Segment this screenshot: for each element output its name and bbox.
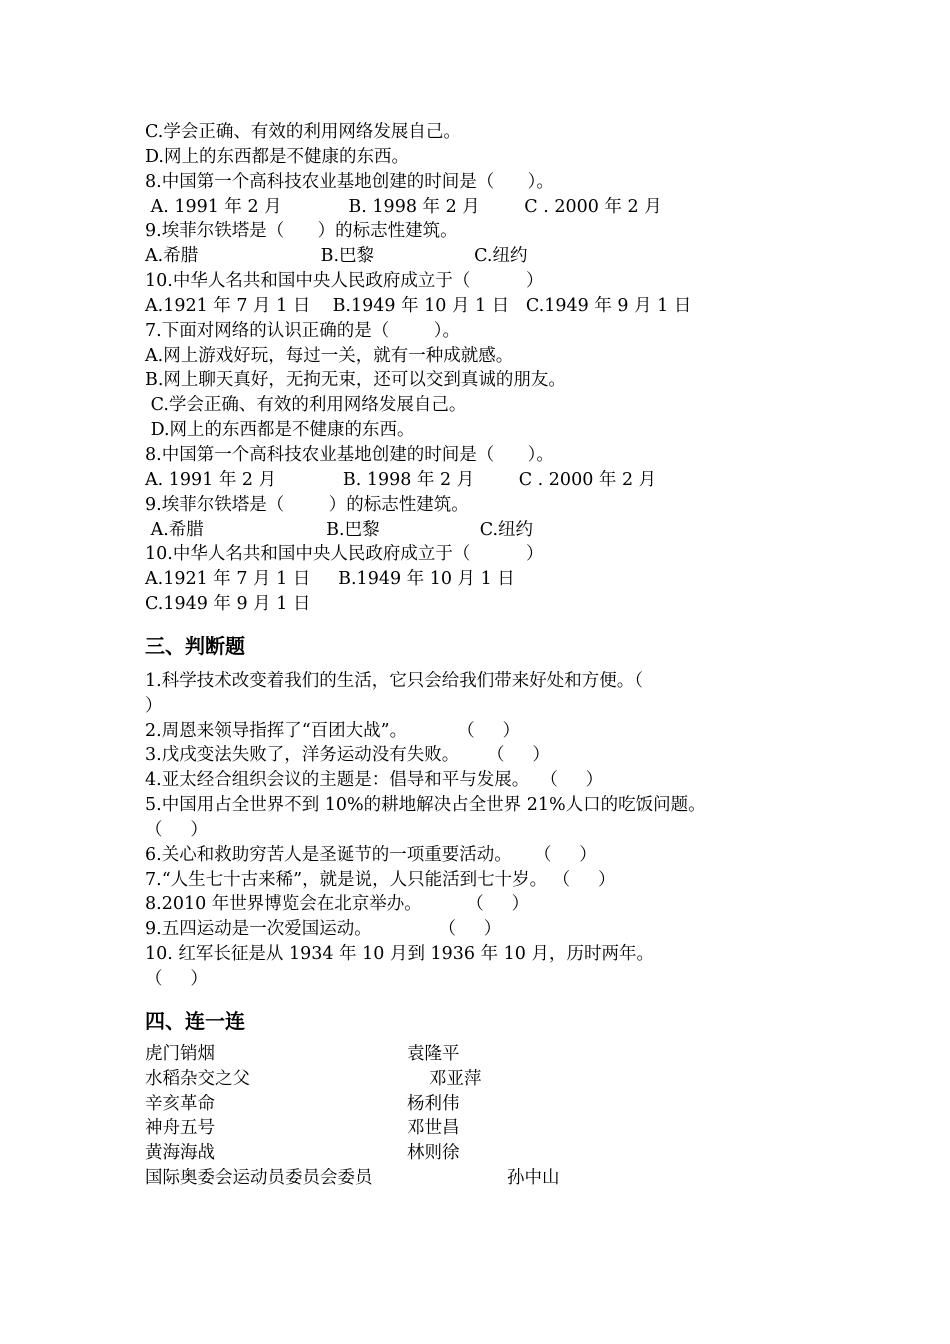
text-line: A.网上游戏好玩，每过一关，就有一种成就感。 [145, 345, 514, 366]
text-line: 5.中国用占全世界不到 10%的耕地解决占全世界 21%人口的吃饭问题。 [145, 795, 706, 816]
text-line: （ ） [145, 969, 208, 989]
match-row [145, 1166, 845, 1191]
text-line: 10.中华人名共和国中央人民政府成立于（ ） [145, 271, 544, 292]
text-line: C.1949 年 9 月 1 日 [145, 594, 311, 615]
match-left: 虎门销烟 [145, 1043, 215, 1064]
text-line: （ ） [145, 819, 208, 840]
text-line: A.1921 年 7 月 1 日 B.1949 年 10 月 1 日 C.1949 年 9 月 1 日 [145, 295, 692, 316]
match-right: 杨利伟 [407, 1093, 460, 1114]
text-line: D.网上的东西都是不健康的东西。 [145, 420, 415, 441]
text-line: 7.下面对网络的认识正确的是（ ）。 [145, 320, 460, 341]
match-left: 水稻杂交之父 [145, 1068, 250, 1089]
match-left: 黄海海战 [145, 1143, 215, 1164]
section-3-heading: 三、判断题 [145, 633, 245, 658]
section-4-matching [145, 1042, 845, 1191]
text-line: C.学会正确、有效的利用网络发展自己。 [145, 122, 461, 142]
text-line: D.网上的东西都是不健康的东西。 [145, 146, 409, 167]
text-line: 8.2010 年世界博览会在北京举办。 （ ） [145, 894, 530, 915]
text-line: A.希腊 B.巴黎 C.纽约 [145, 519, 534, 540]
text-line: C.学会正确、有效的利用网络发展自己。 [145, 395, 467, 416]
match-right: 孙中山 [507, 1168, 560, 1189]
text-line: 1.科学技术改变着我们的生活，它只会给我们带来好处和方便。（ [145, 670, 643, 691]
text-line: 3.戊戌变法失败了，洋务运动没有失败。 （ ） [145, 745, 550, 766]
match-right: 邓世昌 [407, 1118, 460, 1139]
text-line: 6.关心和救助穷苦人是圣诞节的一项重要活动。 （ ） [145, 844, 597, 865]
text-line: 8.中国第一个高科技农业基地创建的时间是（ ）。 [145, 171, 554, 192]
match-row [145, 1116, 845, 1141]
match-row [145, 1141, 845, 1166]
match-right: 邓亚萍 [429, 1068, 482, 1089]
document-content [145, 120, 845, 1191]
match-left: 辛亥革命 [145, 1093, 215, 1114]
match-left: 国际奥委会运动员委员会委员 [145, 1168, 373, 1189]
match-right: 林则徐 [407, 1143, 460, 1164]
section-4-heading: 四、连一连 [145, 1008, 245, 1033]
text-line: A. 1991 年 2 月 B. 1998 年 2 月 C . 2000 年 2 月 [145, 469, 657, 490]
text-line: 9.埃菲尔铁塔是（ ）的标志性建筑。 [145, 221, 458, 242]
text-line: 9.埃菲尔铁塔是（ ）的标志性建筑。 [145, 494, 469, 515]
match-row [145, 1042, 845, 1067]
text-line: ） [145, 695, 163, 716]
text-line: B.网上聊天真好，无拘无束，还可以交到真诚的朋友。 [145, 370, 566, 391]
text-line: 7.“人生七十古来稀”，就是说，人只能活到七十岁。 （ ） [145, 869, 616, 890]
match-right: 袁隆平 [407, 1043, 460, 1064]
section-3-true-false [145, 669, 845, 992]
section-2-choice-questions [145, 120, 845, 617]
text-line: 10.中华人名共和国中央人民政府成立于（ ） [145, 544, 544, 565]
match-left: 神舟五号 [145, 1118, 215, 1139]
text-line: A.1921 年 7 月 1 日 B.1949 年 10 月 1 日 [145, 569, 515, 590]
text-line: 4.亚太经合组织会议的主题是：倡导和平与发展。 （ ） [145, 770, 604, 791]
match-row [145, 1067, 845, 1092]
text-line: 8.中国第一个高科技农业基地创建的时间是（ ）。 [145, 444, 554, 465]
text-line: 2.周恩来领导指挥了“百团大战”。 （ ） [145, 720, 520, 741]
text-line: A. 1991 年 2 月 B. 1998 年 2 月 C . 2000 年 2 月 [145, 196, 662, 217]
match-row [145, 1092, 845, 1117]
text-line: A.希腊 B.巴黎 C.纽约 [145, 246, 528, 267]
text-line: 9.五四运动是一次爱国运动。 （ ） [145, 919, 502, 940]
text-line: 10. 红军长征是从 1934 年 10 月到 1936 年 10 月，历时两年。 [145, 944, 655, 965]
